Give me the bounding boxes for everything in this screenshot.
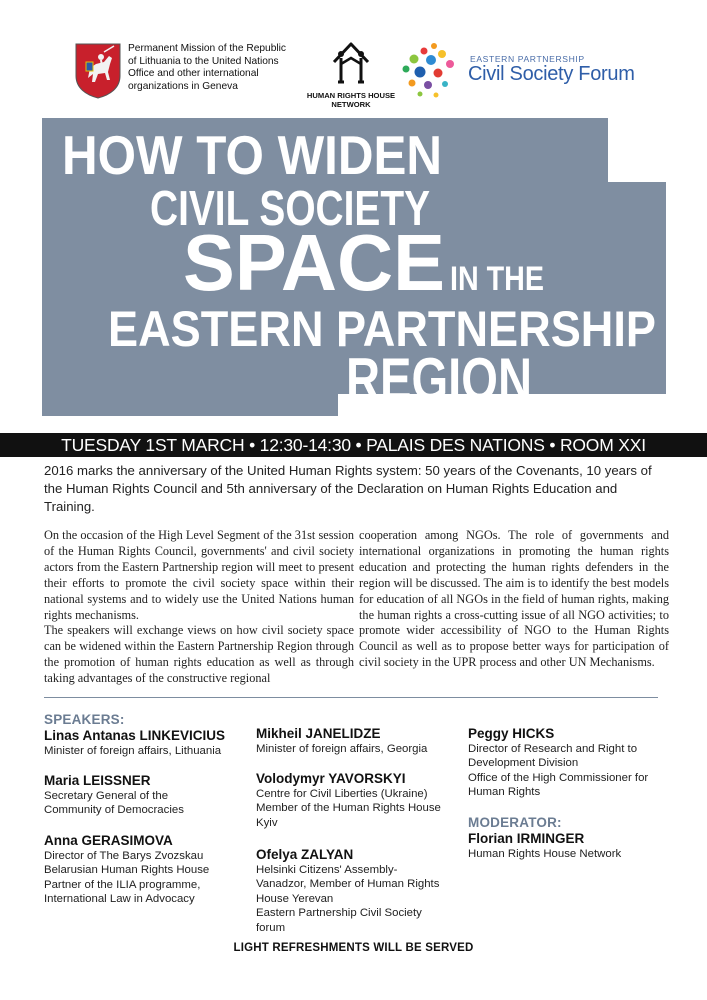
speaker-name: Anna GERASIMOVA [44, 833, 173, 848]
title-line-3-small: IN THE [450, 260, 544, 298]
speaker-entry [468, 726, 680, 800]
speaker-role: International Law in Advocacy [44, 893, 195, 906]
speaker-role: Minister of foreign affairs, Lithuania [44, 745, 222, 757]
eap-subtitle: EASTERN PARTNERSHIP [470, 54, 585, 64]
mission-line: organizations in Geneva [128, 80, 238, 92]
divider [44, 697, 658, 698]
title-block [0, 110, 707, 432]
speaker-role: Helsinki Citizens' Assembly- [256, 864, 398, 876]
speaker-entry [256, 771, 468, 830]
body-paragraph: The speakers will exchange views on how civil society space can be widened within the Eastern Partnership Region through the promotion of human rights education as well as through taking advantages of the constructive regional [44, 623, 354, 686]
speaker-role: Secretary General of the [44, 790, 169, 802]
moderator-entry [468, 831, 680, 861]
speaker-role: Human Rights [468, 786, 541, 799]
speaker-role: Partner of the ILIA programme, [44, 878, 201, 891]
lithuania-coat-of-arms-icon [74, 42, 122, 99]
speaker-role: House Yerevan [256, 892, 334, 905]
mission-line: Office and other international [128, 68, 259, 80]
speaker-role: forum [256, 921, 286, 934]
event-details-band: TUESDAY 1ST MARCH • 12:30-14:30 • PALAIS DES NATIONS • ROOM XXI [0, 433, 707, 457]
speaker-name: Mikheil JANELIDZE [256, 726, 381, 741]
speaker-role: Director of The Barys Zvozskau [44, 850, 204, 862]
speaker-entry [44, 773, 256, 818]
body-paragraph: cooperation among NGOs. The role of governments and international organizations in promoting the human rights education and protecting the human rights defenders in the region will be discussed. The aim is to identify the best models for education of all NGOs in the field of human rights, making the human rights a cross-cutting issue of all NGO activities; to promote wider accessibility of NGO to the Human Rights Council as well as to propose better ways for participation of civil society in the UPR process and other UN Mechanisms. [359, 528, 669, 670]
speaker-role: Eastern Partnership Civil Society [256, 907, 422, 920]
mission-line: of Lithuania to the United Nations [128, 55, 279, 67]
speaker-name: Linas Antanas LINKEVICIUS [44, 728, 226, 743]
speaker-role: Minister of foreign affairs, Georgia [256, 743, 428, 755]
eap-dots-logo-icon [398, 42, 464, 102]
speaker-role: Belarusian Human Rights House [44, 864, 210, 877]
speaker-role: Member of the Human Rights House [256, 802, 441, 815]
speakers-heading: SPEAKERS: [44, 712, 125, 727]
speaker-entry [44, 833, 256, 907]
speaker-entry [44, 728, 256, 758]
moderator-name: Florian IRMINGER [468, 831, 585, 846]
title-line-2: CIVIL SOCIETY [150, 182, 430, 236]
speaker-role: Vanadzor, Member of Human Rights [256, 878, 440, 891]
moderator-heading: MODERATOR: [468, 815, 562, 830]
speaker-role: Kyiv [256, 816, 278, 829]
title-line-1: HOW TO WIDEN [62, 124, 442, 186]
moderator-role: Human Rights House Network [468, 848, 622, 860]
mission-name [128, 43, 308, 93]
mission-line: Permanent Mission of the Republic [128, 43, 286, 54]
speaker-entry [256, 847, 468, 935]
body-column-left [44, 528, 354, 687]
speaker-role: Development Division [468, 757, 579, 770]
speaker-entry [256, 726, 468, 756]
hrhn-logo [296, 40, 406, 109]
body-column-right [359, 528, 669, 671]
hrhn-line: HUMAN RIGHTS HOUSE [306, 91, 396, 100]
eap-title: Civil Society Forum [468, 63, 635, 85]
speaker-role: Office of the High Commissioner for [468, 771, 649, 784]
speaker-name: Peggy HICKS [468, 726, 555, 741]
hrhn-line: NETWORK [331, 100, 371, 109]
title-line-3-big: SPACE [183, 218, 445, 307]
speaker-role: Director of Research and Right to [468, 743, 638, 755]
speaker-name: Ofelya ZALYAN [256, 847, 354, 862]
house-figures-icon [328, 40, 374, 84]
body-paragraph: On the occasion of the High Level Segment of the 31st session of the Human Rights Council, governments' and civil society actors from the Eastern Partnership region will meet to present their efforts to promote the civil society space within their national systems and to widely use the United Nations human rights mechanisms. [44, 528, 354, 622]
refreshments-note: LIGHT REFRESHMENTS WILL BE SERVED [233, 942, 474, 954]
speaker-role: Community of Democracies [44, 804, 184, 817]
title-line-5: REGION [346, 346, 532, 413]
speaker-name: Maria LEISSNER [44, 773, 151, 788]
title-line-4: EASTERN PARTNERSHIP [108, 301, 656, 357]
speaker-name: Volodymyr YAVORSKYI [256, 771, 406, 786]
intro-paragraph: 2016 marks the anniversary of the United Human Rights system: 50 years of the Covenants, 10 years of the Human Rights Council and 5th anniversary of the Declaration on Human Rights Education and Training. [44, 463, 652, 514]
speaker-role: Centre for Civil Liberties (Ukraine) [256, 788, 428, 800]
